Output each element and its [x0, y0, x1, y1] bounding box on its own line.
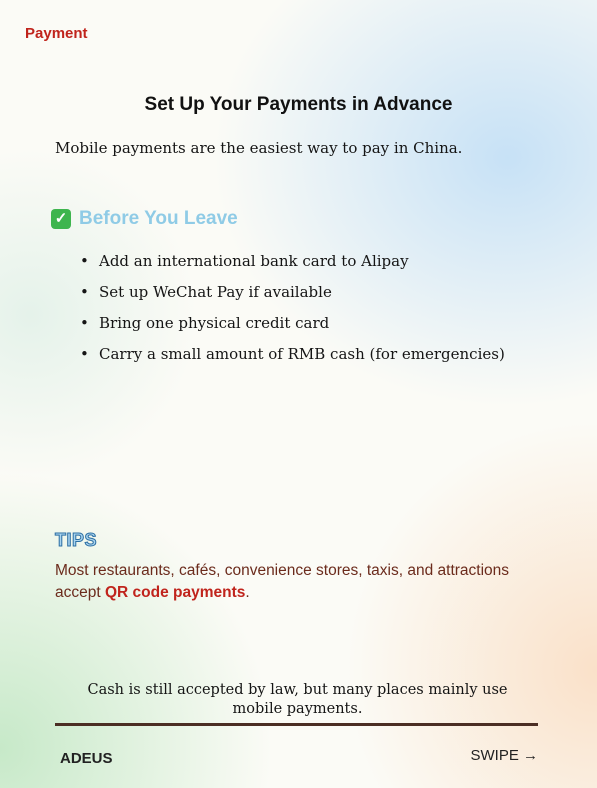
category-tag: Payment	[25, 25, 88, 42]
brand-name: ADEUS	[60, 750, 113, 767]
tips-text-end: .	[245, 584, 250, 601]
tips-highlight: QR code payments	[104, 584, 246, 601]
list-item: • Bring one physical credit card	[80, 312, 505, 343]
check-mark-icon: ✓	[51, 209, 71, 229]
list-item: • Add an international bank card to Alipay	[80, 250, 505, 281]
page-title: Set Up Your Payments in Advance	[144, 94, 453, 115]
divider	[55, 723, 538, 726]
tips-heading: TIPS	[55, 530, 98, 550]
list-item: • Carry a small amount of RMB cash (for emergencies)	[80, 343, 505, 374]
checklist	[80, 250, 505, 374]
section-title: Before You Leave	[79, 208, 238, 229]
section-heading	[51, 208, 238, 230]
footnote: Cash is still accepted by law, but many places mainly use mobile payments.	[87, 682, 508, 717]
list-item: • Set up WeChat Pay if available	[80, 281, 505, 312]
swipe-hint[interactable]: SWIPE →	[470, 747, 538, 764]
intro-text: Mobile payments are the easiest way to pay in China.	[55, 139, 463, 157]
tips-text	[55, 560, 545, 604]
tips-text-start: Most restaurants, cafés, convenience stores, taxis, and attractions accept	[55, 562, 510, 601]
